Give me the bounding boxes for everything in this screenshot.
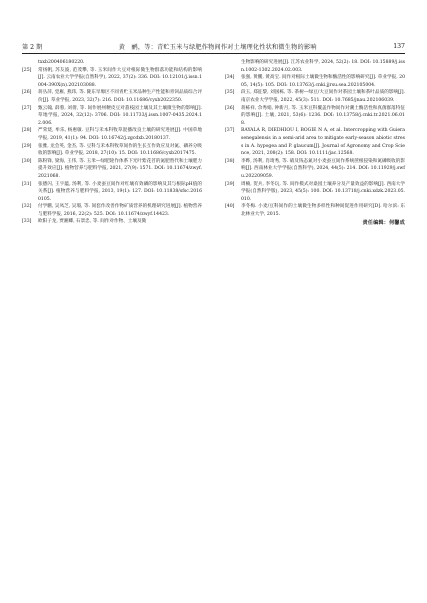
reference-text: 周楠, 贺兵, 李冬玩, 等. 间作模式对桑园土壤养分及产量效益的影响[J]. 西南大学学报(自然科学版), 2023, 45(5): 100. DOI: 10.13718/j.cnki.xdzk.2023.05.010. — [241, 181, 405, 202]
reference-number: [29] — [22, 143, 32, 149]
references-left-column — [22, 59, 202, 226]
reference-entry — [22, 59, 202, 67]
reference-number: [34] — [225, 75, 235, 81]
reference-text: 段玉, 郑征黎, 刘国栋, 等. 茶树—绿豆/大豆间作对茶园土壤和茶叶品质的影响[J]. 南京农业大学学报, 2022, 45(3): 511. DOI: 10.7685/jnau.202106039. — [241, 90, 405, 103]
reference-text: BAYALA R, DIEDHIOU I, BOGIE N A, et al. Intercropping with Guiera senegalensis in a semi-arid area to mitigate early-season abiotic stress in A. hypogea and P. glaucum[J]. Journal of Agronomy and Crop Science, 2021, 208(2): 158. DOI: 10.1111/jac.12568. — [241, 128, 405, 157]
reference-entry — [225, 158, 405, 181]
reference-number: [31] — [22, 181, 32, 187]
reference-text: 严荣烧, 牟乐, 杨惠敏. 豆科与禾本科牧草混播改良土壤的研究进展[J]. 中国草地学报, 2019, 41(1): 94. DOI: 10.16742/j.zgcdxb.20180137. — [38, 128, 202, 141]
reference-number: [39] — [225, 181, 235, 187]
reference-number: [36] — [225, 105, 235, 111]
running-title: 黄 鹂，等：青贮玉米与绿肥作物间作对土壤理化性状和微生物的影响 — [118, 44, 317, 51]
reference-entry — [22, 105, 202, 128]
reference-entry — [22, 181, 202, 204]
reference-entry — [22, 203, 202, 218]
reference-entry — [22, 127, 202, 142]
reference-text: 付学鹏, 吴凤芝, 吴瑕, 等. 间套作改善作物矿质营养的机理研究进展[J]. 植物营养与肥料学报, 2016, 22(2): 525. DOI: 10.11674/zwyf.14423. — [38, 204, 202, 217]
reference-entry — [225, 203, 405, 218]
responsible-editor: 责任编辑：何馨成 — [362, 220, 405, 227]
reference-text: 甄云翰, 薛蓉, 刘倩, 等. 间作展州粳皮豆对荔枝园土壤及其土壤微生物的影响[J]. 草地学报, 2024, 32(12): 3706. DOI: 10.11733/j.issn.1007-0435.2024.12.006. — [38, 105, 202, 126]
reference-number: [37] — [225, 128, 235, 134]
reference-number: [27] — [22, 105, 32, 111]
reference-entry — [225, 105, 405, 128]
issue-number: 第 2 期 — [22, 44, 43, 51]
reference-text: 欧阳子龙, 贾湘卿, 石景忠, 等. 间作对作物、土壤及微 — [38, 219, 147, 225]
reference-text: txxb200406180220. — [38, 60, 85, 65]
reference-text: 李冬梅. 小麦/豆科间作的土壤微生物多样性和种间促进作用研究[D]. 哈尔滨: 东北林业大学, 2015. — [241, 204, 405, 217]
references-right-column — [225, 59, 405, 228]
reference-entry — [22, 89, 202, 104]
reference-entry — [22, 158, 202, 181]
reference-text: 蒋栋祥, 佘秀娟, 钟新月, 等. 玉米豆科覆盖作物间作对潮土酶活性和真菌群落特征的影响[J]. 土壤, 2021, 53(6): 1236. DOI: 10.13758/j.cnki.tr.2021.06.018. — [241, 105, 405, 126]
reference-number: [38] — [225, 158, 235, 164]
reference-entry — [22, 143, 202, 158]
reference-text: 陈粉锋, 梁海, 王伟, 等. 玉米—绿肥轮作体系下光叶紫花苕的氮肥替代和土壤肥力提升效应[J]. 植物营养与肥料学报, 2021, 27(9): 1571. DOI: 10.11674/zwyf.2021068. — [38, 158, 202, 179]
reference-number: [35] — [225, 90, 235, 96]
reference-number: [25] — [22, 67, 32, 73]
reference-number: [40] — [225, 204, 235, 210]
reference-text: 生物影响的研究进展[J]. 江苏农业科学, 2024, 52(2): 18. DOI: 10.15889/j.issn.1002-1302.2024.02.003. — [241, 60, 405, 73]
reference-entry — [225, 181, 405, 204]
reference-entry — [225, 89, 405, 104]
running-header — [22, 40, 405, 54]
reference-number: [28] — [22, 128, 32, 134]
reference-entry — [225, 127, 405, 157]
reference-entry — [22, 67, 202, 90]
reference-text: 常扬帆, 苏友波, 范茂攀, 等. 玉米间作大豆对根际微生物群落功能和结构的影响[J]. 云南农业大学学报(自然科学), 2022, 37(2): 336. DOI: 10.12101/j.issn.1004-390X(n).202103088. — [38, 67, 202, 88]
page-number: 137 — [393, 43, 405, 50]
reference-text: 张德闪, 王宇蕴, 汤利, 等. 小麦蚕豆间作对红壤有效磷的影响及其与根际pH值的关系[J]. 植物营养与肥料学报, 2013, 19(1): 127. DOI: 10.11838/sfsc.20160105. — [38, 181, 202, 202]
reference-text: 李晔, 汤利, 肖琦秀, 等. 硝及钱态氮对小麦蚕豆间作系统蔗根侵染和氮磷吸收的影响[J]. 西南林业大学学报(自然科学), 2024, 44(5): 214. DOI: 10.11929/j.swfu.202209059. — [241, 158, 405, 179]
reference-text: 张强, 黄鹏, 黄高宝. 间作对根际土壤微生物和酶活性的影响研究[J]. 草业学报, 2005, 14(5): 105. DOI: 10.13763/j.cnki.jjrsu.sea.202105004. — [241, 75, 405, 88]
reference-number: [33] — [22, 219, 32, 225]
reference-text: 张雅, 龙会英, 金杰, 等. 豆科与禾本科牧草间作的生长互作效应及对氮、磷养分吸收的影响[J]. 草业学报, 2018, 27(10): 15. DOI: 10.11686/cyxb2017475. — [38, 143, 202, 157]
reference-text: 蒋丛萍, 党雁, 燕玮, 等. 陇东旱塬区不同青贮玉米品种生产性能和青饲品质综合评价[J]. 草业学报, 2023, 32(7): 216. DOI: 10.11686/cyxb2022350. — [38, 90, 202, 103]
reference-entry — [225, 74, 405, 89]
reference-entry — [225, 59, 405, 74]
reference-number: [30] — [22, 158, 32, 164]
reference-number: [26] — [22, 90, 32, 96]
reference-number: [32] — [22, 204, 32, 210]
reference-entry — [22, 218, 202, 226]
